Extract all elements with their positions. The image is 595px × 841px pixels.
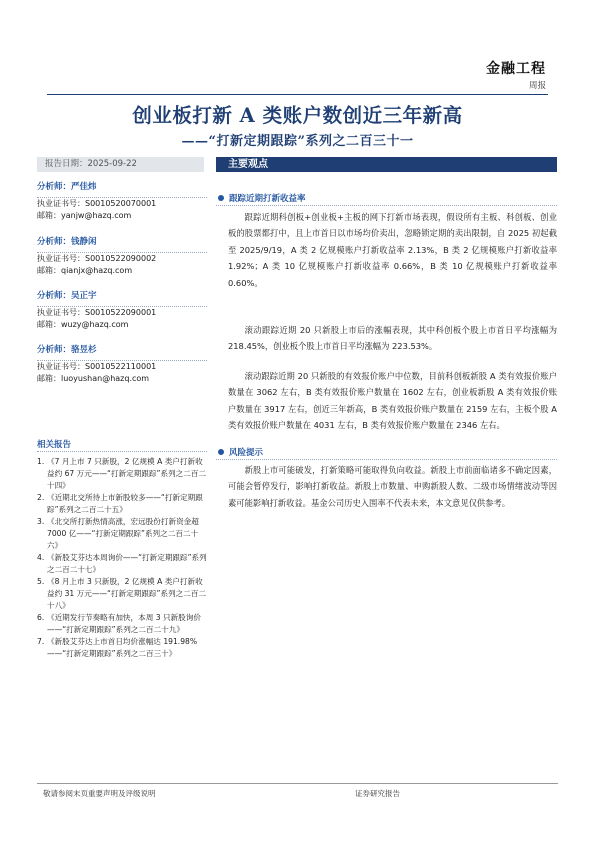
brand-title: 金融工程 (486, 61, 546, 77)
body-paragraph: 新股上市可能破发，打新策略可能取得负向收益。新股上市前面临诸多不确定因素，可能会暂停发行，影响打新收益。新股上市数量、申购新股人数、二级市场情绪波动等因素可能影响打新收益。基金公司历史入围率不代表未来，本文意见仅供参考。 (228, 465, 557, 508)
divider (216, 205, 557, 206)
related-reports-title: 相关报告 (37, 440, 72, 450)
item-text: 《北交所打新热情高涨，宏远股份打新资金超 7000 亿——“打新定期跟踪”系列之二百二十六》 (47, 517, 199, 550)
related-report-item[interactable] (37, 576, 207, 612)
item-number: 7. (37, 637, 45, 646)
item-number: 3. (37, 517, 45, 526)
related-report-item[interactable] (37, 552, 207, 576)
footer-divider (37, 783, 558, 784)
related-reports-list (37, 456, 207, 660)
item-number: 5. (37, 577, 45, 586)
report-title: 创业板打新 A 类账户数创近三年新高 (132, 104, 463, 127)
item-number: 4. (37, 553, 45, 562)
bullet-icon (218, 449, 224, 455)
analyst-email[interactable]: 邮箱：luoyushan@hazq.com (37, 374, 150, 383)
item-text: 《新股艾芬达上市首日均价涨幅达 191.98%——“打新定期跟踪”系列之二百三十》 (47, 637, 198, 658)
section-heading-text: 风险提示 (229, 448, 264, 458)
footer-label: 证券研究报告 (355, 789, 400, 798)
item-text: 《新股艾芬达本周询价——“打新定期跟踪”系列之二百二十七》 (47, 553, 207, 574)
related-report-item[interactable] (37, 492, 207, 516)
report-subtitle: ——“打新定期跟踪”系列之二百三十一 (181, 134, 414, 149)
item-number: 2. (37, 493, 45, 502)
item-text: 《近期北交所待上市新股较多——“打新定期跟踪”系列之二百二十五》 (47, 493, 203, 514)
item-text: 《7 月上市 7 只新股，2 亿规模 A 类户打新收益约 67 万元——“打新定期跟踪”系列之二百二十四》 (47, 457, 207, 490)
report-date: 报告日期：2025-09-22 (37, 157, 204, 172)
body-paragraph: 跟踪近期科创板+创业板+主板的网下打新市场表现，假设所有主板、科创板、创业板的股票都打中，且上市首日以市场均价卖出，忽略锁定期的卖出限制，自 2025 初起截至 2025/9/19，A 类 2 亿规模账户打新收益率 2.13%，B 类 2 亿规模账户打新收益率 1.92%；A 类 10 亿规模账户打新收益率 0.66%，B 类 10 亿规模账户打新收益率 0.60%。 (228, 212, 557, 288)
main-points-header: 主要观点 (216, 157, 557, 172)
related-report-item[interactable] (37, 612, 207, 636)
item-number: 6. (37, 613, 45, 622)
analyst-cert: 执业证书号：S0010520070001 (37, 198, 157, 208)
divider (37, 451, 207, 452)
analyst-cert: 执业证书号：S0010522110001 (37, 361, 157, 371)
item-text: 《近期发行节奏略有加快，本周 3 只新股询价——“打新定期跟踪”系列之二百二十九》 (47, 613, 201, 634)
analyst-cert: 执业证书号：S0010522090001 (37, 307, 157, 317)
related-report-item[interactable] (37, 516, 207, 552)
analyst-email[interactable]: 邮箱：wuzy@hazq.com (37, 320, 129, 329)
analyst-cert: 执业证书号：S0010522090002 (37, 253, 157, 263)
report-type: 周报 (528, 81, 546, 91)
section-heading-ipo-returns (218, 192, 306, 204)
analyst-name: 分析师：吴正宇 (37, 291, 97, 301)
footer-disclaimer: 敬请参阅末页重要声明及评级说明 (43, 789, 156, 798)
analyst-email[interactable]: 邮箱：yanjw@hazq.com (37, 211, 132, 220)
analyst-email[interactable]: 邮箱：qianjx@hazq.com (37, 266, 133, 275)
bullet-icon (218, 195, 224, 201)
section-heading-text: 跟踪近期打新收益率 (229, 194, 306, 204)
header-divider (47, 94, 548, 95)
analyst-block (37, 290, 207, 332)
analyst-name: 分析师：钱静闲 (37, 237, 97, 247)
body-paragraph: 滚动跟踪近期 20 只新股上市后的涨幅表现，其中科创板个股上市首日平均涨幅为 218.45%，创业板个股上市首日平均涨幅为 223.53%。 (228, 325, 557, 352)
analyst-name: 分析师：严佳炜 (37, 182, 97, 192)
analyst-block (37, 181, 207, 223)
item-number: 1. (37, 457, 45, 466)
divider (216, 459, 557, 460)
body-paragraph: 滚动跟踪近期 20 只新股的有效报价账户中位数，目前科创板新股 A 类有效报价账户数量在 3062 左右，B 类有效报价账户数量在 1602 左右，创业板新股 A 类有效报价账户数量在 3917 左右，创近三年新高，B 类有效报价账户数量在 2159 左右，主板个股 A 类有效报价账户数量在 4031 左右，B 类有效报价账户数量在 2346 左右。 (228, 371, 557, 431)
related-report-item[interactable] (37, 456, 207, 492)
analyst-block (37, 236, 207, 278)
related-report-item[interactable] (37, 636, 207, 660)
item-text: 《8 月上市 3 只新股，2 亿规模 A 类户打新收益约 31 万元——“打新定期跟踪”系列之二百二十八》 (47, 577, 207, 610)
analyst-name: 分析师：骆昱杉 (37, 345, 97, 355)
section-heading-risk (218, 446, 263, 458)
analyst-block (37, 344, 207, 386)
